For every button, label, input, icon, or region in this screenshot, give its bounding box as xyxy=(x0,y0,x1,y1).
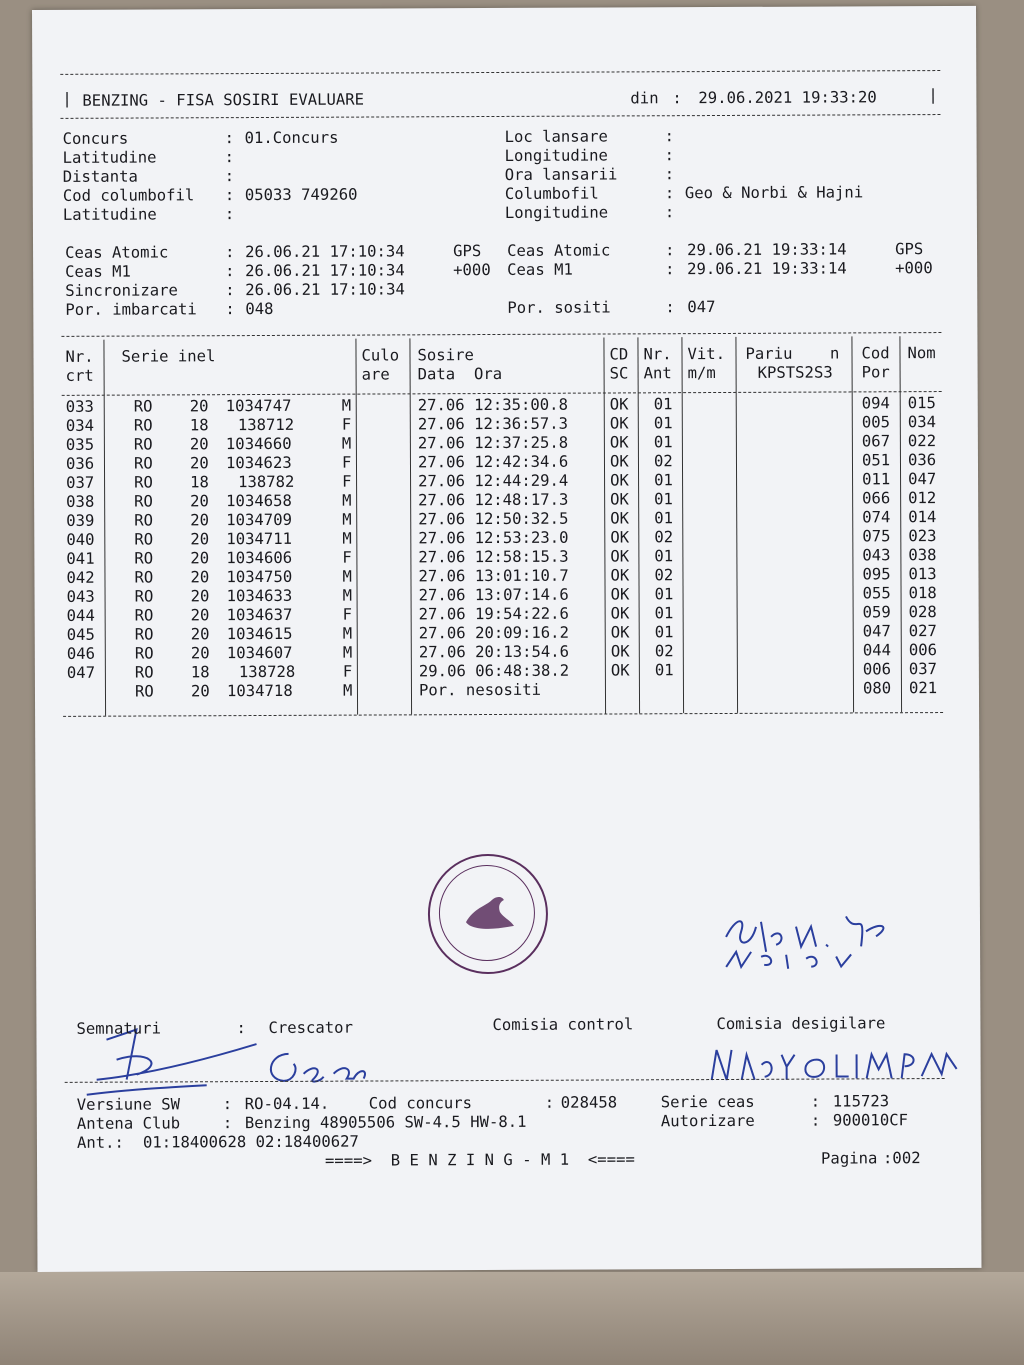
footer-ant-value: 01:18400628 02:18400627 xyxy=(142,1132,359,1152)
cell-nom: 027 xyxy=(908,622,937,641)
info-left-value: 05033 749260 xyxy=(244,185,358,205)
cell-data: 27.06 12:36:57.3 xyxy=(417,414,569,434)
cell-nr: 036 xyxy=(65,454,95,473)
clock-right-label: Ceas Atomic xyxy=(507,241,611,260)
cell-cod: 006 xyxy=(862,660,892,679)
footer-antena-value: Benzing 48905506 SW-4.5 HW-8.1 xyxy=(244,1112,527,1133)
info-right-value: Geo & Norbi & Hajni xyxy=(684,183,864,203)
cell-sex: F xyxy=(341,415,352,434)
header-bottom-rule xyxy=(60,114,940,119)
footer-versiune-value: RO-04.14. xyxy=(244,1094,330,1114)
cell-ant: 01 xyxy=(653,414,673,433)
cell-tara: RO xyxy=(133,397,153,416)
cell-inel: 1034607 xyxy=(226,643,293,663)
cell-cd: OK xyxy=(610,661,630,680)
footer-sep-5: : xyxy=(810,1111,821,1130)
cell-tara: RO xyxy=(134,644,154,663)
clock-left-sep: : xyxy=(225,281,235,300)
col-nom: Nom xyxy=(907,344,936,363)
cell-data: 27.06 13:01:10.7 xyxy=(418,566,569,586)
cell-ant: 01 xyxy=(654,471,673,490)
cell-tara: RO xyxy=(133,454,153,473)
clock-left-label: Sincronizare xyxy=(65,281,178,300)
clock-left-sep: : xyxy=(225,300,235,319)
table-bottom-rule xyxy=(63,712,943,717)
cell-tara: RO xyxy=(134,492,153,511)
clock-right-sep: : xyxy=(665,260,675,279)
info-right-sep: : xyxy=(664,127,674,146)
clock-right-sep: : xyxy=(665,241,675,260)
cell-ant: 01 xyxy=(654,623,674,642)
info-right-label: Columbofil xyxy=(504,184,599,203)
cell-ant: 02 xyxy=(654,528,674,547)
cell-ant: 01 xyxy=(654,509,674,528)
clock-left-suffix: GPS xyxy=(453,242,482,261)
col-culoare-1: Culo xyxy=(361,346,400,365)
official-stamp xyxy=(428,854,549,975)
col-sosire-1: Sosire xyxy=(417,346,474,365)
info-left-value: 01.Concurs xyxy=(244,128,339,148)
cell-ant: 01 xyxy=(654,490,673,509)
cell-sex: M xyxy=(342,624,353,643)
cell-cod: 066 xyxy=(862,489,891,508)
cell-cd: OK xyxy=(610,604,630,623)
footer-antena-label: Antena Club xyxy=(76,1114,181,1133)
cell-nr: 047 xyxy=(66,663,96,682)
info-right-label: Longitudine xyxy=(504,203,609,222)
cell-cd: OK xyxy=(609,414,629,433)
stamp-dove-icon xyxy=(430,856,547,973)
cell-cod: 094 xyxy=(861,394,890,413)
cell-inel: 1034711 xyxy=(226,529,293,549)
cell-nr: 034 xyxy=(65,416,95,435)
clock-right-sep: : xyxy=(665,298,675,317)
cell-cod: 075 xyxy=(862,527,891,546)
table-column-rules xyxy=(32,6,976,10)
cell-cd: OK xyxy=(609,395,629,414)
cell-sex: M xyxy=(342,586,352,605)
cell-nr: 040 xyxy=(66,530,95,549)
cell-tara: RO xyxy=(134,587,154,606)
signatures-sep: : xyxy=(236,1019,246,1038)
col-sosire-2: Data Ora xyxy=(417,364,503,384)
cell-tara: RO xyxy=(133,435,153,454)
cell-data: 27.06 12:58:15.3 xyxy=(418,547,569,567)
signature-steg-icon xyxy=(716,896,916,977)
header-top-rule xyxy=(60,70,940,75)
cell-sex: F xyxy=(342,548,352,567)
col-nr-crt-2: crt xyxy=(65,366,94,385)
clock-right-label: Por. sositi xyxy=(507,298,611,317)
cell-tara: RO xyxy=(134,625,154,644)
cell-inel: 1034633 xyxy=(226,586,293,606)
footer-ant-label: Ant.: xyxy=(76,1133,124,1152)
clock-right-suffix: +000 xyxy=(895,259,933,278)
cell-inel: 138712 xyxy=(237,415,295,435)
cell-an: 20 xyxy=(190,492,209,511)
cell-an: 20 xyxy=(189,397,209,416)
col-vit-1: Vit. xyxy=(687,344,726,364)
cell-ant: 01 xyxy=(654,547,674,566)
info-left-sep: : xyxy=(224,129,234,148)
footer-versiune-label: Versiune SW xyxy=(76,1095,181,1114)
col-nr-crt-1: Nr. xyxy=(65,347,94,366)
info-right-sep: : xyxy=(664,184,675,203)
cell-cod: 067 xyxy=(861,432,891,451)
cell-nom: 015 xyxy=(907,394,936,413)
cell-cod: 011 xyxy=(862,470,891,489)
cell-ant: 02 xyxy=(654,642,674,661)
cell-cd: OK xyxy=(610,471,629,490)
cell-inel: 1034658 xyxy=(226,491,292,511)
cell-nr: 037 xyxy=(66,473,95,492)
cell-inel: 1034709 xyxy=(226,510,292,530)
cell-inel: 1034660 xyxy=(225,434,292,454)
info-left-sep: : xyxy=(224,186,235,205)
info-right-sep: : xyxy=(664,203,675,222)
clock-left-label: Por. imbarcati xyxy=(65,300,197,319)
cell-an: 20 xyxy=(190,568,210,587)
cell-data: 27.06 12:48:17.3 xyxy=(418,490,569,510)
col-cdsc-2: SC xyxy=(609,364,629,383)
cell-data: 27.06 20:09:16.2 xyxy=(418,623,569,643)
header-left-bar: | xyxy=(62,89,72,108)
table-top-rule xyxy=(61,332,941,337)
footer-autorizare-value: 900010CF xyxy=(832,1111,909,1130)
cell-sex: M xyxy=(341,396,352,415)
cell-nr: 039 xyxy=(66,511,95,530)
cell-nom: 022 xyxy=(907,432,937,451)
cell-an: 20 xyxy=(190,530,210,549)
cell-nom: 021 xyxy=(908,679,938,698)
cell-data: 29.06 06:48:38.2 xyxy=(418,661,570,681)
cell-sex: M xyxy=(342,510,352,529)
cell-inel: 1034718 xyxy=(226,681,293,701)
cell-data: 27.06 20:13:54.6 xyxy=(418,642,570,662)
cell-ant: 02 xyxy=(654,566,674,585)
footer-pagina-label: Pagina xyxy=(820,1149,878,1168)
cell-data: 27.06 12:50:32.5 xyxy=(418,509,569,529)
cell-sex: M xyxy=(342,643,353,662)
cell-cd: OK xyxy=(609,452,629,471)
cell-cd: OK xyxy=(610,547,630,566)
cell-tara: RO xyxy=(134,530,154,549)
cell-inel: 1034637 xyxy=(226,605,293,625)
cell-cod: 051 xyxy=(861,451,891,470)
cell-inel: 138782 xyxy=(238,472,295,492)
cell-cod: 047 xyxy=(862,622,891,641)
cell-nom: 023 xyxy=(908,527,937,546)
cell-an: 20 xyxy=(190,625,210,644)
cell-sex: M xyxy=(342,529,352,548)
clock-left-value: 26.06.21 17:10:34 xyxy=(245,261,405,281)
cell-data: 27.06 12:53:23.0 xyxy=(418,528,569,548)
cell-nom: 034 xyxy=(907,413,937,432)
clock-right-value: 29.06.21 19:33:14 xyxy=(687,259,847,279)
info-left-sep: : xyxy=(224,167,235,186)
signature-comisia-desigilare-label: Comisia desigilare xyxy=(716,1014,886,1034)
cell-data: 27.06 12:42:34.6 xyxy=(417,452,569,472)
cell-sex: M xyxy=(341,434,352,453)
footer-autorizare-label: Autorizare xyxy=(660,1111,755,1131)
header-date-sep: : xyxy=(672,89,682,108)
table-surface xyxy=(0,1272,1024,1365)
cell-ant: 02 xyxy=(653,452,673,471)
clock-left-label: Ceas M1 xyxy=(65,262,131,281)
cell-inel: 1034747 xyxy=(225,396,292,416)
cell-nom: 036 xyxy=(907,451,937,470)
cell-an: 20 xyxy=(189,454,209,473)
header-right-bar: | xyxy=(928,86,938,105)
signature-desigilare-icon xyxy=(706,1034,966,1095)
cell-an: 20 xyxy=(190,549,210,568)
info-left-label: Latitudine xyxy=(62,205,157,224)
footer-banner: ====> B E N Z I N G - M 1 <==== xyxy=(324,1150,635,1170)
cell-ant: 01 xyxy=(654,661,674,680)
cell-nr: 043 xyxy=(66,587,95,606)
header-date-value: 29.06.2021 19:33:20 xyxy=(698,88,877,108)
cell-inel: 1034606 xyxy=(226,548,293,568)
cell-ant: 01 xyxy=(654,585,674,604)
info-left-sep: : xyxy=(224,205,235,224)
cell-cod: 055 xyxy=(862,584,891,603)
cell-an: 20 xyxy=(189,435,209,454)
cell-ant: 01 xyxy=(654,604,674,623)
cell-nr: 035 xyxy=(65,435,95,454)
cell-sex: F xyxy=(342,605,353,624)
cell-data: 27.06 12:44:29.4 xyxy=(418,471,569,491)
info-left-label: Distanta xyxy=(62,167,138,186)
clock-left-suffix: +000 xyxy=(453,261,491,280)
page-title: BENZING - FISA SOSIRI EVALUARE xyxy=(82,90,365,110)
cell-tara: RO xyxy=(133,416,153,435)
cell-nom: 038 xyxy=(908,546,937,565)
footer-serie-ceas-label: Serie ceas xyxy=(660,1092,755,1112)
cell-an: 18 xyxy=(189,416,209,435)
cell-cd: OK xyxy=(610,490,629,509)
col-cod-por-2: Por xyxy=(861,363,890,382)
cell-nr: 046 xyxy=(66,644,96,663)
cell-tara: RO xyxy=(134,473,153,492)
footer-sep-4: : xyxy=(222,1114,233,1133)
col-serie-inel: Serie inel xyxy=(121,347,216,366)
footer-serie-ceas-value: 115723 xyxy=(832,1092,890,1111)
cell-cod: 059 xyxy=(862,603,891,622)
cell-ant: 01 xyxy=(653,433,673,452)
cell-an: 20 xyxy=(190,682,210,701)
cell-inel: 1034750 xyxy=(226,567,293,587)
cell-inel: 138728 xyxy=(238,662,296,682)
info-right-sep: : xyxy=(664,146,675,165)
info-right-label: Loc lansare xyxy=(504,127,608,146)
cell-sex: F xyxy=(342,472,352,491)
cell-nr: 042 xyxy=(66,568,95,587)
info-left-sep: : xyxy=(224,148,235,167)
clock-right-value: 047 xyxy=(687,298,716,317)
document-sheet xyxy=(32,6,981,1272)
cell-cod: 043 xyxy=(862,546,891,565)
footer-cod-concurs-label: Cod concurs xyxy=(368,1094,473,1113)
footer-cod-concurs-value: 028458 xyxy=(560,1093,618,1112)
cell-cd: OK xyxy=(610,623,630,642)
cell-cd: OK xyxy=(610,528,630,547)
table-row xyxy=(65,679,945,702)
cell-cod: 074 xyxy=(862,508,891,527)
cell-sex: F xyxy=(341,453,352,472)
cell-nr: 045 xyxy=(66,625,95,644)
clock-left-sep: : xyxy=(225,243,235,262)
cell-inel: 1034615 xyxy=(226,624,293,644)
col-vit-2: m/m xyxy=(687,364,716,383)
info-left-label: Concurs xyxy=(62,129,129,148)
signature-crescator-label: Crescator xyxy=(268,1018,353,1037)
cell-data: 27.06 12:35:00.8 xyxy=(417,395,568,415)
cell-nom: 037 xyxy=(908,660,938,679)
clock-right-value: 29.06.21 19:33:14 xyxy=(687,240,847,260)
info-right-sep: : xyxy=(664,165,675,184)
cell-an: 20 xyxy=(190,587,210,606)
cell-cd: OK xyxy=(610,566,630,585)
cell-an: 20 xyxy=(190,606,210,625)
cell-tara: RO xyxy=(134,549,154,568)
cell-data: 27.06 12:37:25.8 xyxy=(417,433,569,453)
signatures-label: Semnaturi xyxy=(76,1019,161,1038)
cell-nom: 014 xyxy=(908,508,937,527)
cell-cd: OK xyxy=(610,642,630,661)
header-date-label: din xyxy=(630,89,659,108)
footer-pagina-value: :002 xyxy=(882,1149,921,1168)
footer-sep-1: : xyxy=(222,1095,233,1114)
clock-left-value: 048 xyxy=(245,299,274,319)
col-nr-ant-1: Nr. xyxy=(643,345,672,364)
cell-sex: M xyxy=(342,491,352,510)
info-right-label: Ora lansarii xyxy=(504,165,618,184)
cell-cod: 044 xyxy=(862,641,892,660)
cell-nom: 028 xyxy=(908,603,937,622)
col-cdsc-1: CD xyxy=(609,345,629,364)
cell-cod: 095 xyxy=(862,565,891,584)
cell-sex: M xyxy=(342,681,353,700)
cell-nom: 013 xyxy=(908,565,937,584)
footer-sep-3: : xyxy=(810,1092,821,1111)
signature-comisia-control-label: Comisia control xyxy=(492,1015,634,1035)
clock-right-label: Ceas M1 xyxy=(507,260,573,279)
cell-ant: 01 xyxy=(653,395,673,414)
cell-an: 18 xyxy=(190,663,210,682)
cell-tara: RO xyxy=(134,682,154,701)
cell-tara: RO xyxy=(134,663,154,682)
cell-an: 20 xyxy=(190,511,210,530)
cell-data: Por. nesositi xyxy=(418,680,542,700)
cell-sex: F xyxy=(342,662,353,681)
cell-an: 20 xyxy=(190,644,210,663)
cell-nr: 044 xyxy=(66,606,95,625)
col-pariu-2: KPSTS2S3 xyxy=(757,363,833,382)
cell-sex: M xyxy=(342,567,352,586)
cell-cd: OK xyxy=(610,585,630,604)
clock-right-suffix: GPS xyxy=(895,240,924,259)
cell-data: 27.06 19:54:22.6 xyxy=(418,604,569,624)
cell-nom: 047 xyxy=(908,470,937,489)
col-pariu-1: Pariu n xyxy=(745,344,840,363)
cell-nr: 033 xyxy=(65,397,94,416)
cell-tara: RO xyxy=(134,568,154,587)
cell-cd: OK xyxy=(610,509,630,528)
clock-left-value: 26.06.21 17:10:34 xyxy=(245,280,405,300)
cell-nr: 041 xyxy=(66,549,95,568)
info-left-label: Cod columbofil xyxy=(62,186,195,205)
col-nr-ant-2: Ant xyxy=(643,364,672,383)
cell-nom: 012 xyxy=(908,489,937,508)
cell-nom: 006 xyxy=(908,641,938,660)
info-left-label: Latitudine xyxy=(62,148,157,167)
cell-cd: OK xyxy=(609,433,629,452)
cell-cod: 080 xyxy=(862,679,892,698)
cell-cod: 005 xyxy=(861,413,891,432)
cell-tara: RO xyxy=(134,606,154,625)
cell-nom: 018 xyxy=(908,584,937,603)
cell-an: 18 xyxy=(190,473,209,492)
cell-inel: 1034623 xyxy=(225,453,292,473)
info-right-label: Longitudine xyxy=(504,146,608,165)
clock-left-sep: : xyxy=(225,262,235,281)
col-cod-por-1: Cod xyxy=(861,344,890,363)
clock-left-value: 26.06.21 17:10:34 xyxy=(245,242,405,262)
clock-left-label: Ceas Atomic xyxy=(65,243,169,262)
footer-sep-2: : xyxy=(544,1093,555,1112)
cell-data: 27.06 13:07:14.6 xyxy=(418,585,569,605)
cell-tara: RO xyxy=(134,511,154,530)
col-culoare-2: are xyxy=(361,365,390,384)
cell-nr: 038 xyxy=(66,492,95,511)
